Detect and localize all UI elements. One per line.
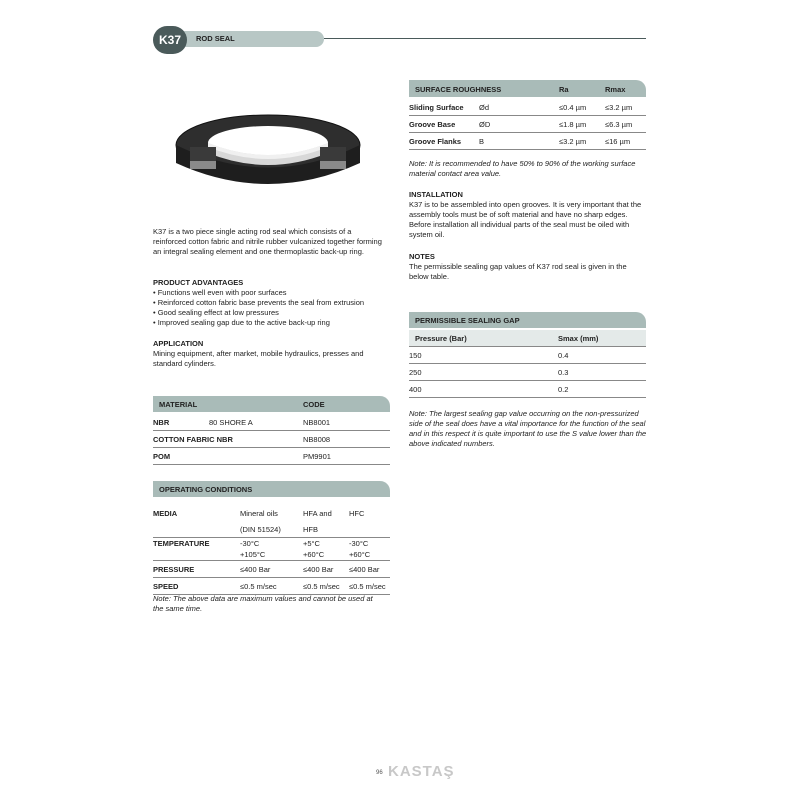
section-title: ROD SEAL [196,34,235,43]
intro-text: K37 is a two piece single acting rod seal which consists of a reinforced cotton fabric and nitrile rubber vulcanized together forming an integral sealing element and one thermoplastic back-up ring. [153,227,382,256]
material-code: NB8001 [303,414,390,431]
roughness-note: Note: It is recommended to have 50% to 90% of the working surface material contact area value. [409,159,636,178]
table-row [153,561,390,578]
advantages-heading: PRODUCT ADVANTAGES [153,278,244,287]
smax-col-header: Smax (mm) [558,330,646,347]
row-label: PRESSURE [153,561,240,578]
cell [349,521,390,538]
cell: (DIN 51524) [240,521,303,538]
application-text: Mining equipment, after market, mobile hydraulics, presses and standard cylinders. [153,349,364,368]
gap-table [409,330,646,398]
cell: 0.4 [558,347,646,364]
advantages-list [153,288,393,328]
cell: ≤0.5 m/sec [240,578,303,595]
cell: ≤0.4 µm [559,99,605,116]
seal-illustration [168,105,368,195]
company-logo: KASTAŞ [388,763,455,780]
table-row [409,133,646,150]
material-table-header [153,396,390,412]
cell: Groove Flanks [409,133,479,150]
section-title-bar [178,31,324,47]
header-rule [324,38,646,39]
table-row [153,538,390,550]
cell: ≤0.5 m/sec [349,578,390,595]
cell: 0.3 [558,364,646,381]
cell: -30°C [349,539,369,548]
cell: 0.2 [558,381,646,398]
cell: ≤3.2 µm [559,133,605,150]
material-code: NB8008 [303,431,390,448]
gap-table-header [409,312,646,328]
notes-text: The permissible sealing gap values of K37 rod seal is given in the below table. [409,262,627,281]
gap-note: Note: The largest sealing gap value occurring on the non-pressurized side of the seal does have a vital importance for the function of the seal and in this respect it is quite important to use the S value lower than the above indicated numbers. [409,409,647,448]
material-spec: 80 SHORE A [209,414,303,431]
operating-table [153,505,390,595]
table-row [409,381,646,398]
cell: 400 [409,381,558,398]
material-col-header: MATERIAL [159,400,198,409]
gap-heading: PERMISSIBLE SEALING GAP [415,316,520,325]
pressure-col-header: Pressure (Bar) [409,330,558,347]
row-label: MEDIA [153,508,178,518]
installation-text: K37 is to be assembled into open grooves. It is very important that the assembly tools must be of soft material and have no sharp edges. Before installation all individual parts of the seal must be oiled with system oil. [409,200,642,239]
material-code: PM9901 [303,448,390,465]
cell: ≤0.5 m/sec [303,578,349,595]
cell: Mineral oils [240,508,278,518]
row-label: TEMPERATURE [153,539,210,548]
material-name: COTTON FABRIC NBR [153,431,303,448]
cell: HFB [303,521,349,538]
table-row [153,578,390,595]
table-row [153,431,390,448]
table-row [409,116,646,133]
advantage-item: • Good sealing effect at low pressures [153,308,279,317]
advantage-item: • Improved sealing gap due to the active back-up ring [153,318,330,327]
cell: 250 [409,364,558,381]
operating-table-header [153,481,390,497]
table-row [153,505,390,521]
table-row [409,330,646,347]
product-code-badge: K37 [153,26,187,54]
notes-heading: NOTES [409,252,435,261]
cell: ≤400 Bar [349,561,390,578]
cell: B [479,133,559,150]
cell: +5°C [303,539,320,548]
cell: 150 [409,347,558,364]
roughness-table [409,99,646,150]
installation-heading: INSTALLATION [409,190,463,199]
table-row [153,448,390,465]
rmax-col-header: Rmax [605,85,626,94]
cell: -30°C [240,539,260,548]
cell: Ød [479,99,559,116]
table-row [153,414,390,431]
code-col-header: CODE [303,400,325,409]
table-row [409,347,646,364]
application-heading: APPLICATION [153,339,204,348]
cell: ≤3.2 µm [605,99,646,116]
page-number: 96 [376,770,383,776]
table-row [153,549,390,561]
cell: +105°C [240,549,303,561]
advantage-item: • Reinforced cotton fabric base prevents the seal from extrusion [153,298,365,307]
ra-col-header: Ra [559,85,569,94]
table-row [409,99,646,116]
cell: ≤400 Bar [240,561,303,578]
roughness-heading: SURFACE ROUGHNESS [415,85,502,94]
material-name: NBR [153,414,209,431]
advantage-item: • Functions well even with poor surfaces [153,288,287,297]
cell: HFC [349,508,365,518]
cell: ≤16 µm [605,133,646,150]
material-name: POM [153,448,303,465]
cell: ≤6.3 µm [605,116,646,133]
cell: ≤400 Bar [303,561,349,578]
operating-note: Note: The above data are maximum values and cannot be used at the same time. [153,594,373,613]
table-row [409,364,646,381]
material-table [153,414,390,465]
cell: HFA and [303,508,332,518]
roughness-table-header [409,80,646,97]
row-label: SPEED [153,578,240,595]
table-row [153,521,390,538]
cell: ØD [479,116,559,133]
cell: Sliding Surface [409,99,479,116]
operating-heading: OPERATING CONDITIONS [159,485,253,494]
cell: ≤1.8 µm [559,116,605,133]
cell: Groove Base [409,116,479,133]
cell: +60°C [349,549,390,561]
cell: +60°C [303,549,349,561]
